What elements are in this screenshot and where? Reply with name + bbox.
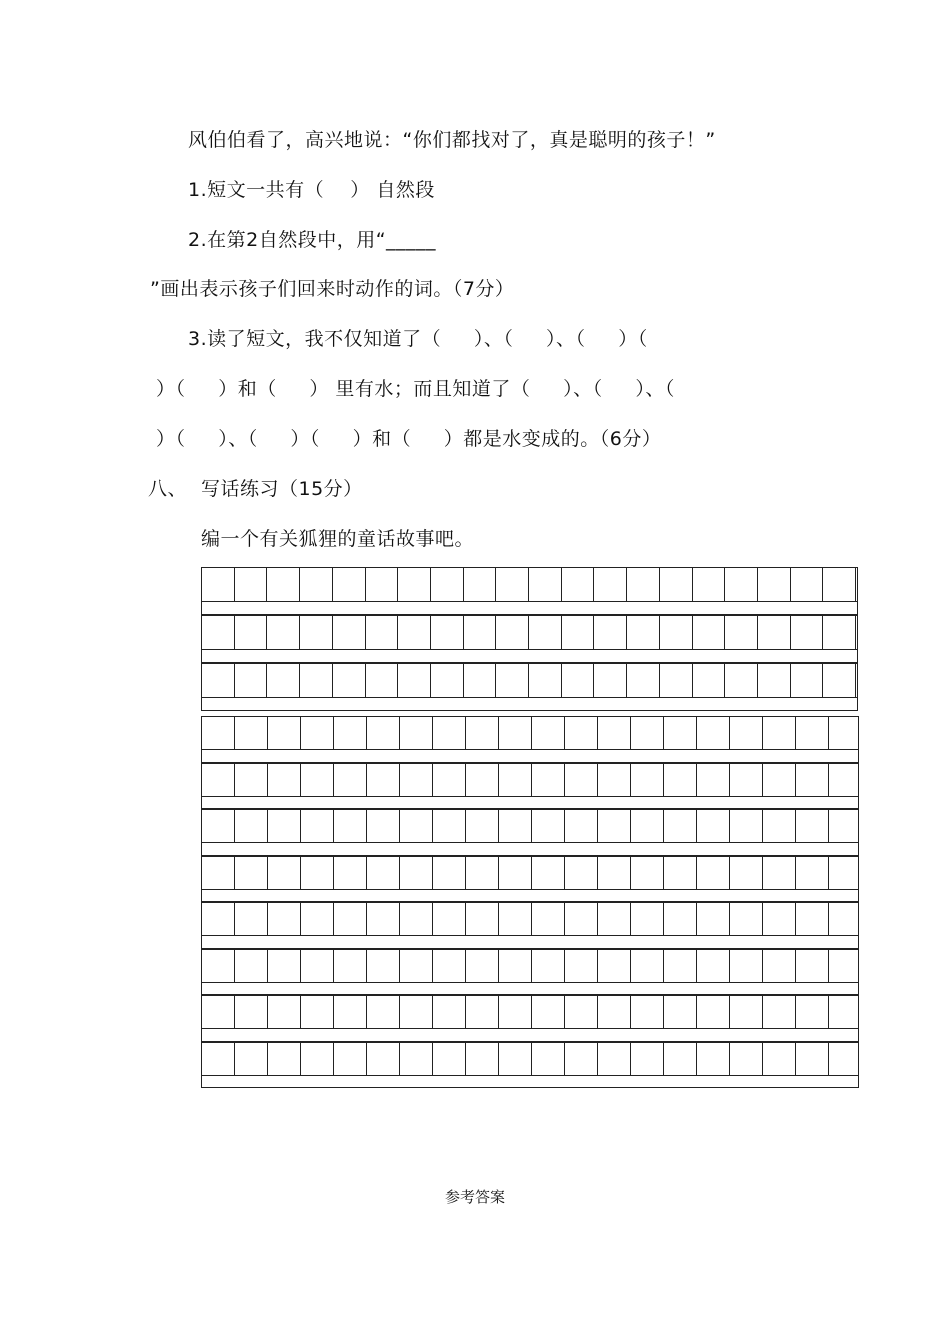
grid-cell[interactable] <box>333 810 366 842</box>
grid-cell[interactable] <box>432 717 465 749</box>
grid-cell[interactable] <box>762 810 795 842</box>
grid-cell[interactable] <box>729 950 762 982</box>
grid-cell[interactable] <box>531 903 564 935</box>
grid-cell[interactable] <box>332 664 365 697</box>
grid-cell[interactable] <box>465 717 498 749</box>
grid-cell[interactable] <box>696 1043 729 1075</box>
grid-cell[interactable] <box>299 568 332 601</box>
grid-cell[interactable] <box>597 810 630 842</box>
grid-cell[interactable] <box>366 857 399 889</box>
grid-cell[interactable] <box>564 810 597 842</box>
grid-cell[interactable] <box>828 950 858 982</box>
grid-cell[interactable] <box>365 568 398 601</box>
question-3-line-3: ）（ ）、（ ）（ ）和（ ）都是水变成的。（6分） <box>156 428 662 450</box>
grid-cell[interactable] <box>234 616 267 649</box>
grid-cell[interactable] <box>729 857 762 889</box>
grid-cell[interactable] <box>757 664 790 697</box>
grid-cell[interactable] <box>432 857 465 889</box>
grid-cell[interactable] <box>795 996 828 1028</box>
grid-cell[interactable] <box>762 903 795 935</box>
grid-cell[interactable] <box>333 950 366 982</box>
grid-cell[interactable] <box>399 810 432 842</box>
grid-cell[interactable] <box>267 857 300 889</box>
grid-cell[interactable] <box>498 903 531 935</box>
grid-cell[interactable] <box>333 996 366 1028</box>
writing-prompt: 编一个有关狐狸的童话故事吧。 <box>201 528 475 550</box>
grid-cell[interactable] <box>663 764 696 796</box>
grid-cell[interactable] <box>561 616 594 649</box>
grid-cell[interactable] <box>201 857 234 889</box>
grid-cell[interactable] <box>597 996 630 1028</box>
grid-cell[interactable] <box>663 950 696 982</box>
grid-cell[interactable] <box>399 857 432 889</box>
grid-spacer <box>201 650 857 663</box>
grid-spacer <box>201 602 857 615</box>
grid-cell[interactable] <box>300 857 333 889</box>
grid-cell[interactable] <box>630 996 663 1028</box>
grid-cell[interactable] <box>333 857 366 889</box>
grid-cell[interactable] <box>696 717 729 749</box>
grid-cell[interactable] <box>365 664 398 697</box>
grid-cell[interactable] <box>266 616 299 649</box>
grid-cell[interactable] <box>597 950 630 982</box>
grid-cell[interactable] <box>432 950 465 982</box>
section-title: 写话练习（15分） <box>201 478 363 500</box>
grid-cell[interactable] <box>399 764 432 796</box>
grid-cell[interactable] <box>201 996 234 1028</box>
grid-cell[interactable] <box>630 903 663 935</box>
grid-cell[interactable] <box>790 568 823 601</box>
grid-cell[interactable] <box>659 568 692 601</box>
grid-cell[interactable] <box>630 764 663 796</box>
grid-border-line <box>857 567 858 711</box>
grid-cell[interactable] <box>366 950 399 982</box>
grid-row[interactable] <box>201 1042 858 1076</box>
grid-cell[interactable] <box>531 717 564 749</box>
grid-cell[interactable] <box>696 996 729 1028</box>
grid-cell[interactable] <box>828 903 858 935</box>
grid-cell[interactable] <box>597 903 630 935</box>
grid-cell[interactable] <box>528 568 561 601</box>
grid-cell[interactable] <box>663 996 696 1028</box>
grid-cell[interactable] <box>498 764 531 796</box>
grid-cell[interactable] <box>626 568 659 601</box>
grid-cell[interactable] <box>696 950 729 982</box>
grid-cell[interactable] <box>465 764 498 796</box>
grid-cell[interactable] <box>561 568 594 601</box>
grid-cell[interactable] <box>531 857 564 889</box>
grid-cell[interactable] <box>626 664 659 697</box>
grid-cell[interactable] <box>597 1043 630 1075</box>
answer-key-heading: 参考答案 <box>444 1188 505 1206</box>
grid-cell[interactable] <box>201 568 234 601</box>
question-1: 1.短文一共有（ ） 自然段 <box>188 179 435 201</box>
grid-cell[interactable] <box>498 717 531 749</box>
grid-cell[interactable] <box>597 717 630 749</box>
grid-spacer <box>201 890 858 903</box>
grid-cell[interactable] <box>366 996 399 1028</box>
grid-border-line <box>201 716 202 1088</box>
grid-cell[interactable] <box>234 764 267 796</box>
grid-cell[interactable] <box>724 568 757 601</box>
grid-spacer <box>201 750 858 763</box>
grid-cell[interactable] <box>795 857 828 889</box>
grid-cell[interactable] <box>659 616 692 649</box>
grid-cell[interactable] <box>696 810 729 842</box>
grid-cell[interactable] <box>201 810 234 842</box>
grid-row[interactable] <box>201 716 858 750</box>
grid-cell[interactable] <box>465 903 498 935</box>
grid-cell[interactable] <box>828 857 858 889</box>
grid-cell[interactable] <box>828 717 858 749</box>
grid-cell[interactable] <box>234 950 267 982</box>
question-2: 2.在第2自然段中，用“_____ <box>188 229 437 251</box>
grid-cell[interactable] <box>561 664 594 697</box>
grid-row[interactable] <box>201 763 858 797</box>
grid-cell[interactable] <box>795 903 828 935</box>
grid-cell[interactable] <box>201 717 234 749</box>
grid-cell[interactable] <box>266 664 299 697</box>
grid-cell[interactable] <box>795 717 828 749</box>
grid-cell[interactable] <box>463 616 496 649</box>
grid-cell[interactable] <box>399 950 432 982</box>
grid-cell[interactable] <box>333 903 366 935</box>
grid-cell[interactable] <box>729 1043 762 1075</box>
grid-cell[interactable] <box>498 857 531 889</box>
grid-cell[interactable] <box>663 810 696 842</box>
grid-cell[interactable] <box>332 568 365 601</box>
grid-cell[interactable] <box>432 764 465 796</box>
grid-cell[interactable] <box>366 764 399 796</box>
grid-cell[interactable] <box>531 764 564 796</box>
question-2-continued: ”画出表示孩子们回来时动作的词。（7分） <box>150 278 515 300</box>
grid-cell[interactable] <box>333 717 366 749</box>
grid-spacer <box>201 843 858 856</box>
grid-spacer <box>201 1029 858 1042</box>
grid-cell[interactable] <box>201 664 234 697</box>
grid-cell[interactable] <box>399 903 432 935</box>
grid-cell[interactable] <box>762 996 795 1028</box>
grid-cell[interactable] <box>366 1043 399 1075</box>
grid-cell[interactable] <box>201 616 234 649</box>
grid-cell[interactable] <box>300 950 333 982</box>
grid-cell[interactable] <box>366 810 399 842</box>
grid-cell[interactable] <box>300 717 333 749</box>
grid-cell[interactable] <box>822 616 855 649</box>
grid-cell[interactable] <box>267 1043 300 1075</box>
grid-cell[interactable] <box>465 950 498 982</box>
grid-cell[interactable] <box>234 1043 267 1075</box>
grid-border-line <box>858 716 859 1088</box>
grid-cell[interactable] <box>762 1043 795 1075</box>
grid-cell[interactable] <box>399 996 432 1028</box>
grid-cell[interactable] <box>795 950 828 982</box>
grid-cell[interactable] <box>300 903 333 935</box>
grid-cell[interactable] <box>795 1043 828 1075</box>
grid-cell[interactable] <box>495 568 528 601</box>
story-last-line: 风伯伯看了，高兴地说：“你们都找对了，真是聪明的孩子！” <box>188 129 716 151</box>
grid-cell[interactable] <box>630 810 663 842</box>
grid-cell[interactable] <box>663 857 696 889</box>
grid-cell[interactable] <box>465 1043 498 1075</box>
grid-cell[interactable] <box>463 664 496 697</box>
grid-cell[interactable] <box>790 664 823 697</box>
grid-cell[interactable] <box>528 664 561 697</box>
grid-row[interactable] <box>201 856 858 890</box>
grid-cell[interactable] <box>299 616 332 649</box>
grid-cell[interactable] <box>531 1043 564 1075</box>
grid-cell[interactable] <box>564 903 597 935</box>
grid-cell[interactable] <box>692 664 725 697</box>
grid-row[interactable] <box>201 615 857 650</box>
grid-cell[interactable] <box>397 664 430 697</box>
grid-spacer <box>201 936 858 949</box>
grid-cell[interactable] <box>597 857 630 889</box>
grid-cell[interactable] <box>300 764 333 796</box>
grid-cell[interactable] <box>266 568 299 601</box>
grid-cell[interactable] <box>696 857 729 889</box>
grid-cell[interactable] <box>498 996 531 1028</box>
grid-cell[interactable] <box>564 996 597 1028</box>
grid-cell[interactable] <box>663 717 696 749</box>
grid-cell[interactable] <box>692 568 725 601</box>
grid-cell[interactable] <box>201 764 234 796</box>
question-3: 3.读了短文，我不仅知道了（ ）、（ ）、（ ）（ <box>188 328 648 350</box>
grid-cell[interactable] <box>201 1043 234 1075</box>
grid-cell[interactable] <box>757 568 790 601</box>
grid-cell[interactable] <box>663 1043 696 1075</box>
question-3-line-2: ）（ ）和（ ） 里有水；而且知道了（ ）、（ ）、（ <box>156 378 675 400</box>
grid-cell[interactable] <box>762 857 795 889</box>
grid-cell[interactable] <box>201 950 234 982</box>
grid-cell[interactable] <box>564 764 597 796</box>
grid-cell[interactable] <box>729 903 762 935</box>
grid-cell[interactable] <box>828 810 858 842</box>
grid-cell[interactable] <box>729 810 762 842</box>
grid-cell[interactable] <box>332 616 365 649</box>
grid-row[interactable] <box>201 809 858 843</box>
grid-cell[interactable] <box>267 950 300 982</box>
grid-cell[interactable] <box>267 764 300 796</box>
grid-cell[interactable] <box>300 810 333 842</box>
grid-cell[interactable] <box>465 857 498 889</box>
grid-cell[interactable] <box>333 764 366 796</box>
grid-cell[interactable] <box>234 996 267 1028</box>
grid-cell[interactable] <box>564 857 597 889</box>
grid-cell[interactable] <box>201 903 234 935</box>
grid-cell[interactable] <box>828 1043 858 1075</box>
grid-cell[interactable] <box>531 950 564 982</box>
grid-cell[interactable] <box>729 764 762 796</box>
grid-cell[interactable] <box>365 616 398 649</box>
grid-cell[interactable] <box>531 810 564 842</box>
grid-cell[interactable] <box>659 664 692 697</box>
grid-cell[interactable] <box>762 717 795 749</box>
grid-cell[interactable] <box>432 810 465 842</box>
grid-cell[interactable] <box>692 616 725 649</box>
grid-cell[interactable] <box>463 568 496 601</box>
grid-cell[interactable] <box>267 717 300 749</box>
grid-cell[interactable] <box>234 857 267 889</box>
grid-cell[interactable] <box>430 616 463 649</box>
grid-cell[interactable] <box>630 1043 663 1075</box>
grid-cell[interactable] <box>498 1043 531 1075</box>
grid-cell[interactable] <box>630 950 663 982</box>
grid-cell[interactable] <box>366 903 399 935</box>
grid-cell[interactable] <box>495 664 528 697</box>
grid-cell[interactable] <box>564 1043 597 1075</box>
grid-cell[interactable] <box>432 996 465 1028</box>
grid-row[interactable] <box>201 567 857 602</box>
grid-spacer <box>201 698 857 711</box>
grid-cell[interactable] <box>696 764 729 796</box>
grid-cell[interactable] <box>465 810 498 842</box>
grid-cell[interactable] <box>729 717 762 749</box>
grid-cell[interactable] <box>795 810 828 842</box>
grid-cell[interactable] <box>397 568 430 601</box>
grid-cell[interactable] <box>564 950 597 982</box>
grid-cell[interactable] <box>432 1043 465 1075</box>
grid-cell[interactable] <box>465 996 498 1028</box>
grid-cell[interactable] <box>267 903 300 935</box>
grid-cell[interactable] <box>267 810 300 842</box>
grid-cell[interactable] <box>729 996 762 1028</box>
grid-cell[interactable] <box>630 717 663 749</box>
grid-cell[interactable] <box>593 568 626 601</box>
grid-spacer <box>201 983 858 996</box>
grid-cell[interactable] <box>564 717 597 749</box>
grid-row[interactable] <box>201 663 857 698</box>
grid-cell[interactable] <box>822 568 855 601</box>
grid-cell[interactable] <box>300 1043 333 1075</box>
grid-cell[interactable] <box>397 616 430 649</box>
grid-cell[interactable] <box>333 1043 366 1075</box>
grid-cell[interactable] <box>531 996 564 1028</box>
grid-cell[interactable] <box>267 996 300 1028</box>
grid-cell[interactable] <box>495 616 528 649</box>
grid-cell[interactable] <box>724 616 757 649</box>
grid-cell[interactable] <box>498 810 531 842</box>
grid-cell[interactable] <box>724 664 757 697</box>
grid-border-line <box>201 567 202 711</box>
grid-cell[interactable] <box>822 664 855 697</box>
grid-cell[interactable] <box>593 616 626 649</box>
grid-cell[interactable] <box>795 764 828 796</box>
grid-cell[interactable] <box>663 903 696 935</box>
grid-cell[interactable] <box>234 810 267 842</box>
grid-cell[interactable] <box>432 903 465 935</box>
grid-cell[interactable] <box>630 857 663 889</box>
grid-cell[interactable] <box>430 664 463 697</box>
grid-cell[interactable] <box>757 616 790 649</box>
grid-cell[interactable] <box>234 717 267 749</box>
grid-cell[interactable] <box>300 996 333 1028</box>
grid-cell[interactable] <box>234 568 267 601</box>
grid-cell[interactable] <box>299 664 332 697</box>
grid-cell[interactable] <box>528 616 561 649</box>
grid-cell[interactable] <box>828 996 858 1028</box>
grid-cell[interactable] <box>430 568 463 601</box>
grid-row[interactable] <box>201 902 858 936</box>
grid-cell[interactable] <box>597 764 630 796</box>
grid-cell[interactable] <box>762 764 795 796</box>
grid-cell[interactable] <box>498 950 531 982</box>
grid-cell[interactable] <box>234 664 267 697</box>
grid-cell[interactable] <box>399 1043 432 1075</box>
grid-cell[interactable] <box>399 717 432 749</box>
grid-row[interactable] <box>201 949 858 983</box>
grid-cell[interactable] <box>696 903 729 935</box>
grid-cell[interactable] <box>366 717 399 749</box>
grid-spacer <box>201 1076 858 1089</box>
section-number: 八、 <box>148 478 188 500</box>
grid-cell[interactable] <box>626 616 659 649</box>
grid-spacer <box>201 797 858 810</box>
grid-row[interactable] <box>201 995 858 1029</box>
grid-cell[interactable] <box>234 903 267 935</box>
grid-cell[interactable] <box>762 950 795 982</box>
grid-cell[interactable] <box>790 616 823 649</box>
grid-cell[interactable] <box>828 764 858 796</box>
grid-cell[interactable] <box>593 664 626 697</box>
